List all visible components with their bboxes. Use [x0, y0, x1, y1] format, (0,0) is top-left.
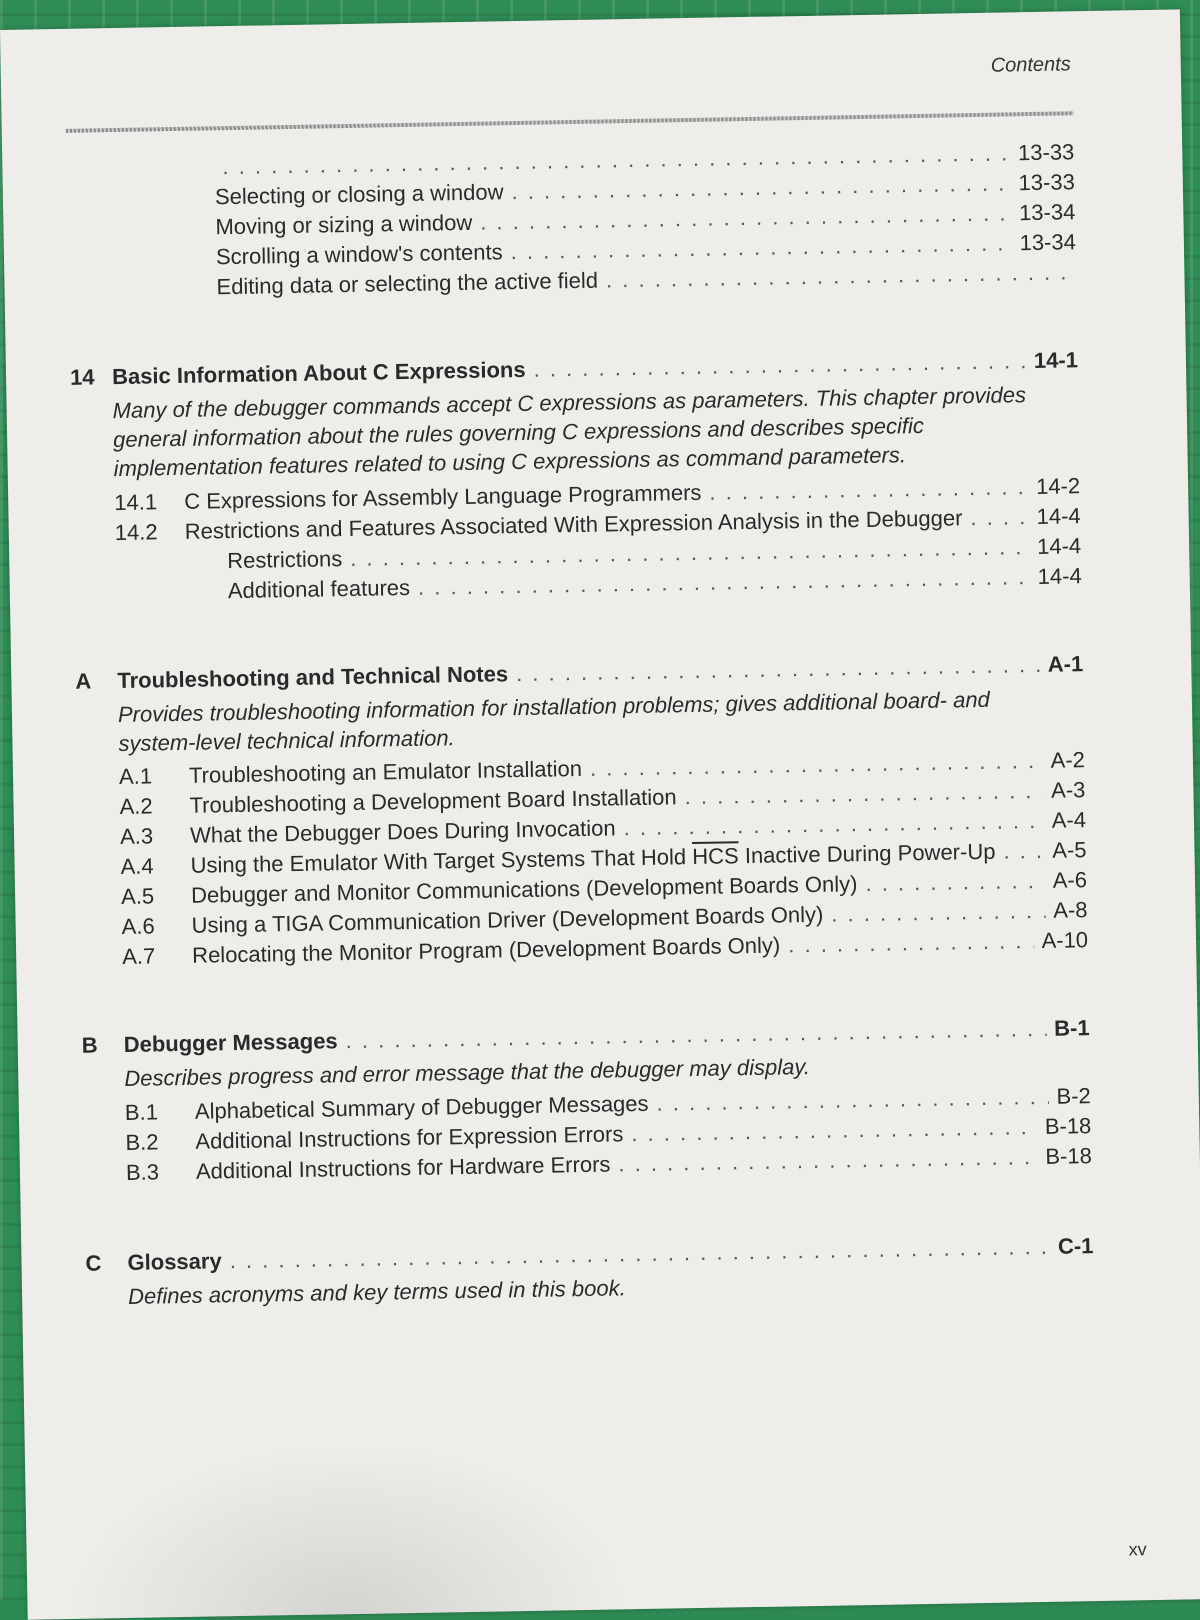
appendix-title: Troubleshooting and Technical Notes: [117, 661, 509, 694]
leader-dots: [1003, 838, 1044, 865]
page-number: xv: [1128, 1539, 1147, 1560]
section-number: 14.2: [114, 519, 158, 546]
chapter-title: Basic Information About C Expressions: [111, 356, 526, 390]
appendix-letter: A: [75, 668, 92, 694]
section-title: Using a TIGA Communication Driver (Development Boards Only): [191, 901, 824, 938]
toc-entry-page: 13-33: [1017, 139, 1075, 166]
header-rule: [66, 111, 1074, 133]
section-page: A-2: [1050, 747, 1086, 773]
leader-dots: [590, 748, 1043, 782]
description-line: Many of the debugger commands accept C expressions as parameters. This chapter provides: [112, 382, 1027, 424]
leader-dots: [631, 1114, 1037, 1147]
leader-dots: [656, 1084, 1048, 1117]
section-title: Relocating the Monitor Program (Development Boards Only): [191, 932, 781, 968]
section-number: A.3: [119, 823, 154, 850]
description-line: general information about the rules governing C expressions and describes specific: [112, 412, 925, 453]
section-heading: [120, 815, 616, 850]
description-line: implementation features related to using C expressions as command parameters.: [113, 442, 907, 482]
chapter-page: 14-1: [1033, 347, 1079, 374]
section-title-part: Using the Emulator With Target Systems That Hold: [190, 844, 693, 878]
chapter-heading: [70, 357, 526, 391]
appendix-description: [118, 683, 1099, 758]
section-number: A.4: [120, 853, 154, 880]
subsection-page: 14-4: [1037, 563, 1082, 589]
leader-dots: [511, 170, 1010, 205]
leader-dots: [865, 868, 1045, 897]
section-page: A-10: [1041, 927, 1089, 953]
section-heading: [125, 1091, 649, 1126]
leader-dots: [618, 1144, 1037, 1177]
appendix-description: Defines acronyms and key terms used in this book.: [127, 1275, 626, 1309]
section-number: B.1: [124, 1099, 159, 1125]
appendix-letter: C: [85, 1250, 102, 1276]
leader-dots: [788, 928, 1034, 958]
leader-dots: [831, 898, 1045, 928]
section-title: Additional Instructions for Hardware Errors: [195, 1151, 611, 1184]
toc-entry-page: 13-34: [1018, 199, 1076, 226]
description-line: Provides troubleshooting information for installation problems; gives additional board- and: [117, 686, 991, 728]
appendix-heading: [85, 1248, 222, 1276]
section-heading: [119, 756, 582, 790]
section-page: B-2: [1056, 1083, 1091, 1109]
appendix-page: C-1: [1057, 1233, 1094, 1259]
section-title: Additional Instructions for Expression Errors: [195, 1121, 624, 1154]
leader-dots: [418, 564, 1030, 601]
section-heading: [125, 1121, 623, 1156]
leader-dots: [970, 504, 1029, 531]
section-heading: [126, 1152, 611, 1186]
toc-entry-page: 13-33: [1018, 169, 1076, 196]
page-shadow: [65, 1439, 628, 1619]
leader-dots: [345, 1016, 1046, 1054]
toc-entry-label: Moving or sizing a window: [215, 209, 473, 240]
section-page: A-3: [1050, 777, 1086, 803]
appendix-heading: [75, 661, 508, 695]
appendix-title: Debugger Messages: [123, 1028, 338, 1057]
subsection-page: 14-4: [1036, 533, 1082, 559]
section-title: C Expressions for Assembly Language Programmers: [184, 479, 702, 514]
document-page: [0, 9, 1200, 1619]
section-number: A.6: [121, 913, 155, 940]
section-page: A-4: [1051, 807, 1087, 833]
leader-dots: [533, 348, 1026, 383]
section-page: 14-2: [1035, 473, 1081, 499]
appendix-title: Glossary: [127, 1248, 222, 1275]
section-title: Troubleshooting an Emulator Installation: [188, 755, 583, 788]
section-page: A-5: [1052, 837, 1087, 863]
section-number: A.5: [120, 883, 155, 910]
section-page: A-8: [1053, 897, 1088, 923]
chapter-number: 14: [69, 364, 95, 390]
section-title: Alphabetical Summary of Debugger Messages: [194, 1090, 649, 1124]
section-title: Troubleshooting a Development Board Installation: [189, 784, 677, 818]
section-heading: [119, 784, 677, 820]
section-title: What the Debugger Does During Invocation: [189, 815, 616, 848]
section-number: B.3: [125, 1159, 160, 1185]
section-page: 14-4: [1036, 503, 1081, 529]
section-title: Restrictions and Features Associated With Expression Analysis in the Debugger: [184, 505, 963, 544]
appendix-description: Describes progress and error message that the debugger may display.: [124, 1054, 811, 1091]
leader-dots: [606, 259, 1069, 293]
section-title-part: Inactive During Power-Up: [738, 838, 996, 869]
leader-dots: [510, 230, 1011, 265]
subsection-title: Restrictions: [227, 546, 343, 574]
section-number: 14.1: [114, 489, 158, 516]
section-number: A.1: [118, 763, 153, 790]
section-number: A.2: [119, 793, 153, 820]
section-page: B-18: [1045, 1143, 1093, 1169]
toc-entry-label: Scrolling a window's contents: [215, 239, 503, 270]
section-title: Debugger and Monitor Communications (Development Boards Only): [190, 871, 858, 908]
toc-entry-label: Selecting or closing a window: [214, 179, 504, 210]
chapter-description: [112, 379, 1093, 483]
toc-entry-page: 13-34: [1019, 229, 1077, 256]
leader-dots: [516, 652, 1040, 687]
description-line: system-level technical information.: [118, 725, 455, 757]
appendix-letter: B: [81, 1032, 98, 1058]
section-title-signal: $\overline{HCS}$: [692, 843, 739, 870]
leader-dots: [709, 474, 1028, 506]
section-page: A-6: [1052, 867, 1088, 893]
leader-dots: [684, 778, 1043, 810]
appendix-page: B-1: [1053, 1015, 1090, 1041]
running-head: Contents: [990, 53, 1071, 77]
toc-entry-label: Editing data or selecting the active field: [216, 267, 599, 300]
leader-dots: [480, 200, 1011, 235]
section-number: A.7: [121, 943, 156, 970]
leader-dots: [623, 808, 1044, 841]
section-number: B.2: [125, 1129, 159, 1155]
appendix-heading: [82, 1028, 338, 1058]
appendix-page: A-1: [1047, 651, 1084, 677]
section-page: B-18: [1044, 1113, 1092, 1139]
subsection-title: Additional features: [227, 574, 411, 604]
